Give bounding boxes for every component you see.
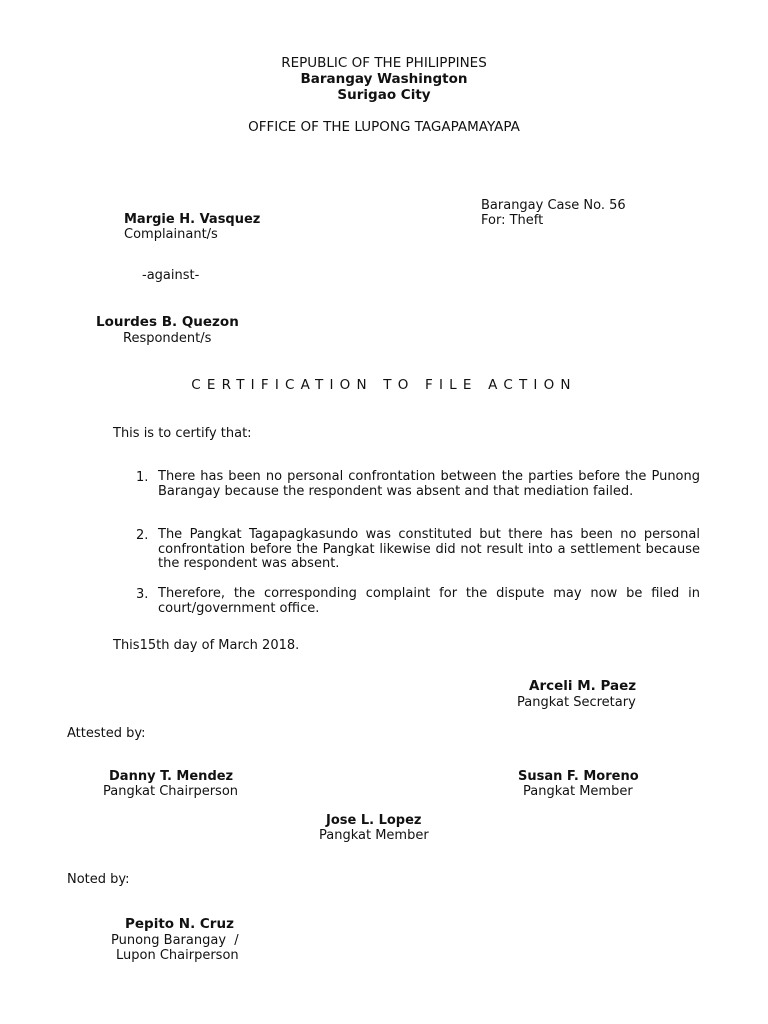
list-item — [136, 587, 700, 619]
member-name: Susan F. Moreno — [518, 769, 639, 784]
list-item — [136, 470, 700, 516]
member-role: Pangkat Member — [523, 784, 633, 799]
document-title: CERTIFICATION TO FILE ACTION — [191, 377, 577, 393]
list-item-number: 3. — [136, 587, 149, 602]
list-item-number: 2. — [136, 528, 149, 543]
attested-label: Attested by: — [67, 726, 146, 741]
intro-text: This is to certify that: — [113, 426, 252, 441]
header-city: Surigao City — [337, 87, 431, 103]
punong-barangay-name: Pepito N. Cruz — [125, 916, 234, 932]
against-label: -against- — [142, 268, 200, 283]
respondent-name: Lourdes B. Quezon — [96, 314, 239, 330]
complainant-name: Margie H. Vasquez — [124, 212, 261, 227]
complainant-role: Complainant/s — [124, 227, 218, 242]
punong-barangay-role: Punong Barangay / — [111, 933, 239, 948]
header-office: OFFICE OF THE LUPONG TAGAPAMAYAPA — [248, 119, 520, 135]
noted-label: Noted by: — [67, 872, 130, 887]
list-item-number: 1. — [136, 470, 149, 485]
respondent-role: Respondent/s — [123, 331, 212, 346]
list-item-text: There has been no personal confrontation between the parties before the Punong Barangay because the respondent was absent and that mediation failed. — [158, 469, 700, 499]
lupon-chairperson-role: Lupon Chairperson — [116, 948, 239, 963]
secretary-name: Arceli M. Paez — [529, 678, 637, 694]
header-republic: REPUBLIC OF THE PHILIPPINES — [281, 55, 487, 71]
date-line: This15th day of March 2018. — [113, 638, 300, 653]
case-nature: For: Theft — [481, 213, 544, 228]
list-item-text: Therefore, the corresponding complaint for the dispute may now be filed in court/government office. — [158, 586, 700, 616]
chairperson-name: Danny T. Mendez — [109, 769, 234, 784]
list-item — [136, 528, 700, 574]
secretary-role: Pangkat Secretary — [517, 695, 636, 710]
list-item-text: The Pangkat Tagapagkasundo was constituted but there has been no personal confrontation before the Pangkat likewise did not result into a settlement because the respondent was absent. — [158, 527, 700, 572]
header-barangay: Barangay Washington — [300, 71, 468, 87]
member-role: Pangkat Member — [319, 828, 429, 843]
case-number: Barangay Case No. 56 — [481, 198, 626, 213]
member-name: Jose L. Lopez — [326, 813, 422, 828]
chairperson-role: Pangkat Chairperson — [103, 784, 239, 799]
